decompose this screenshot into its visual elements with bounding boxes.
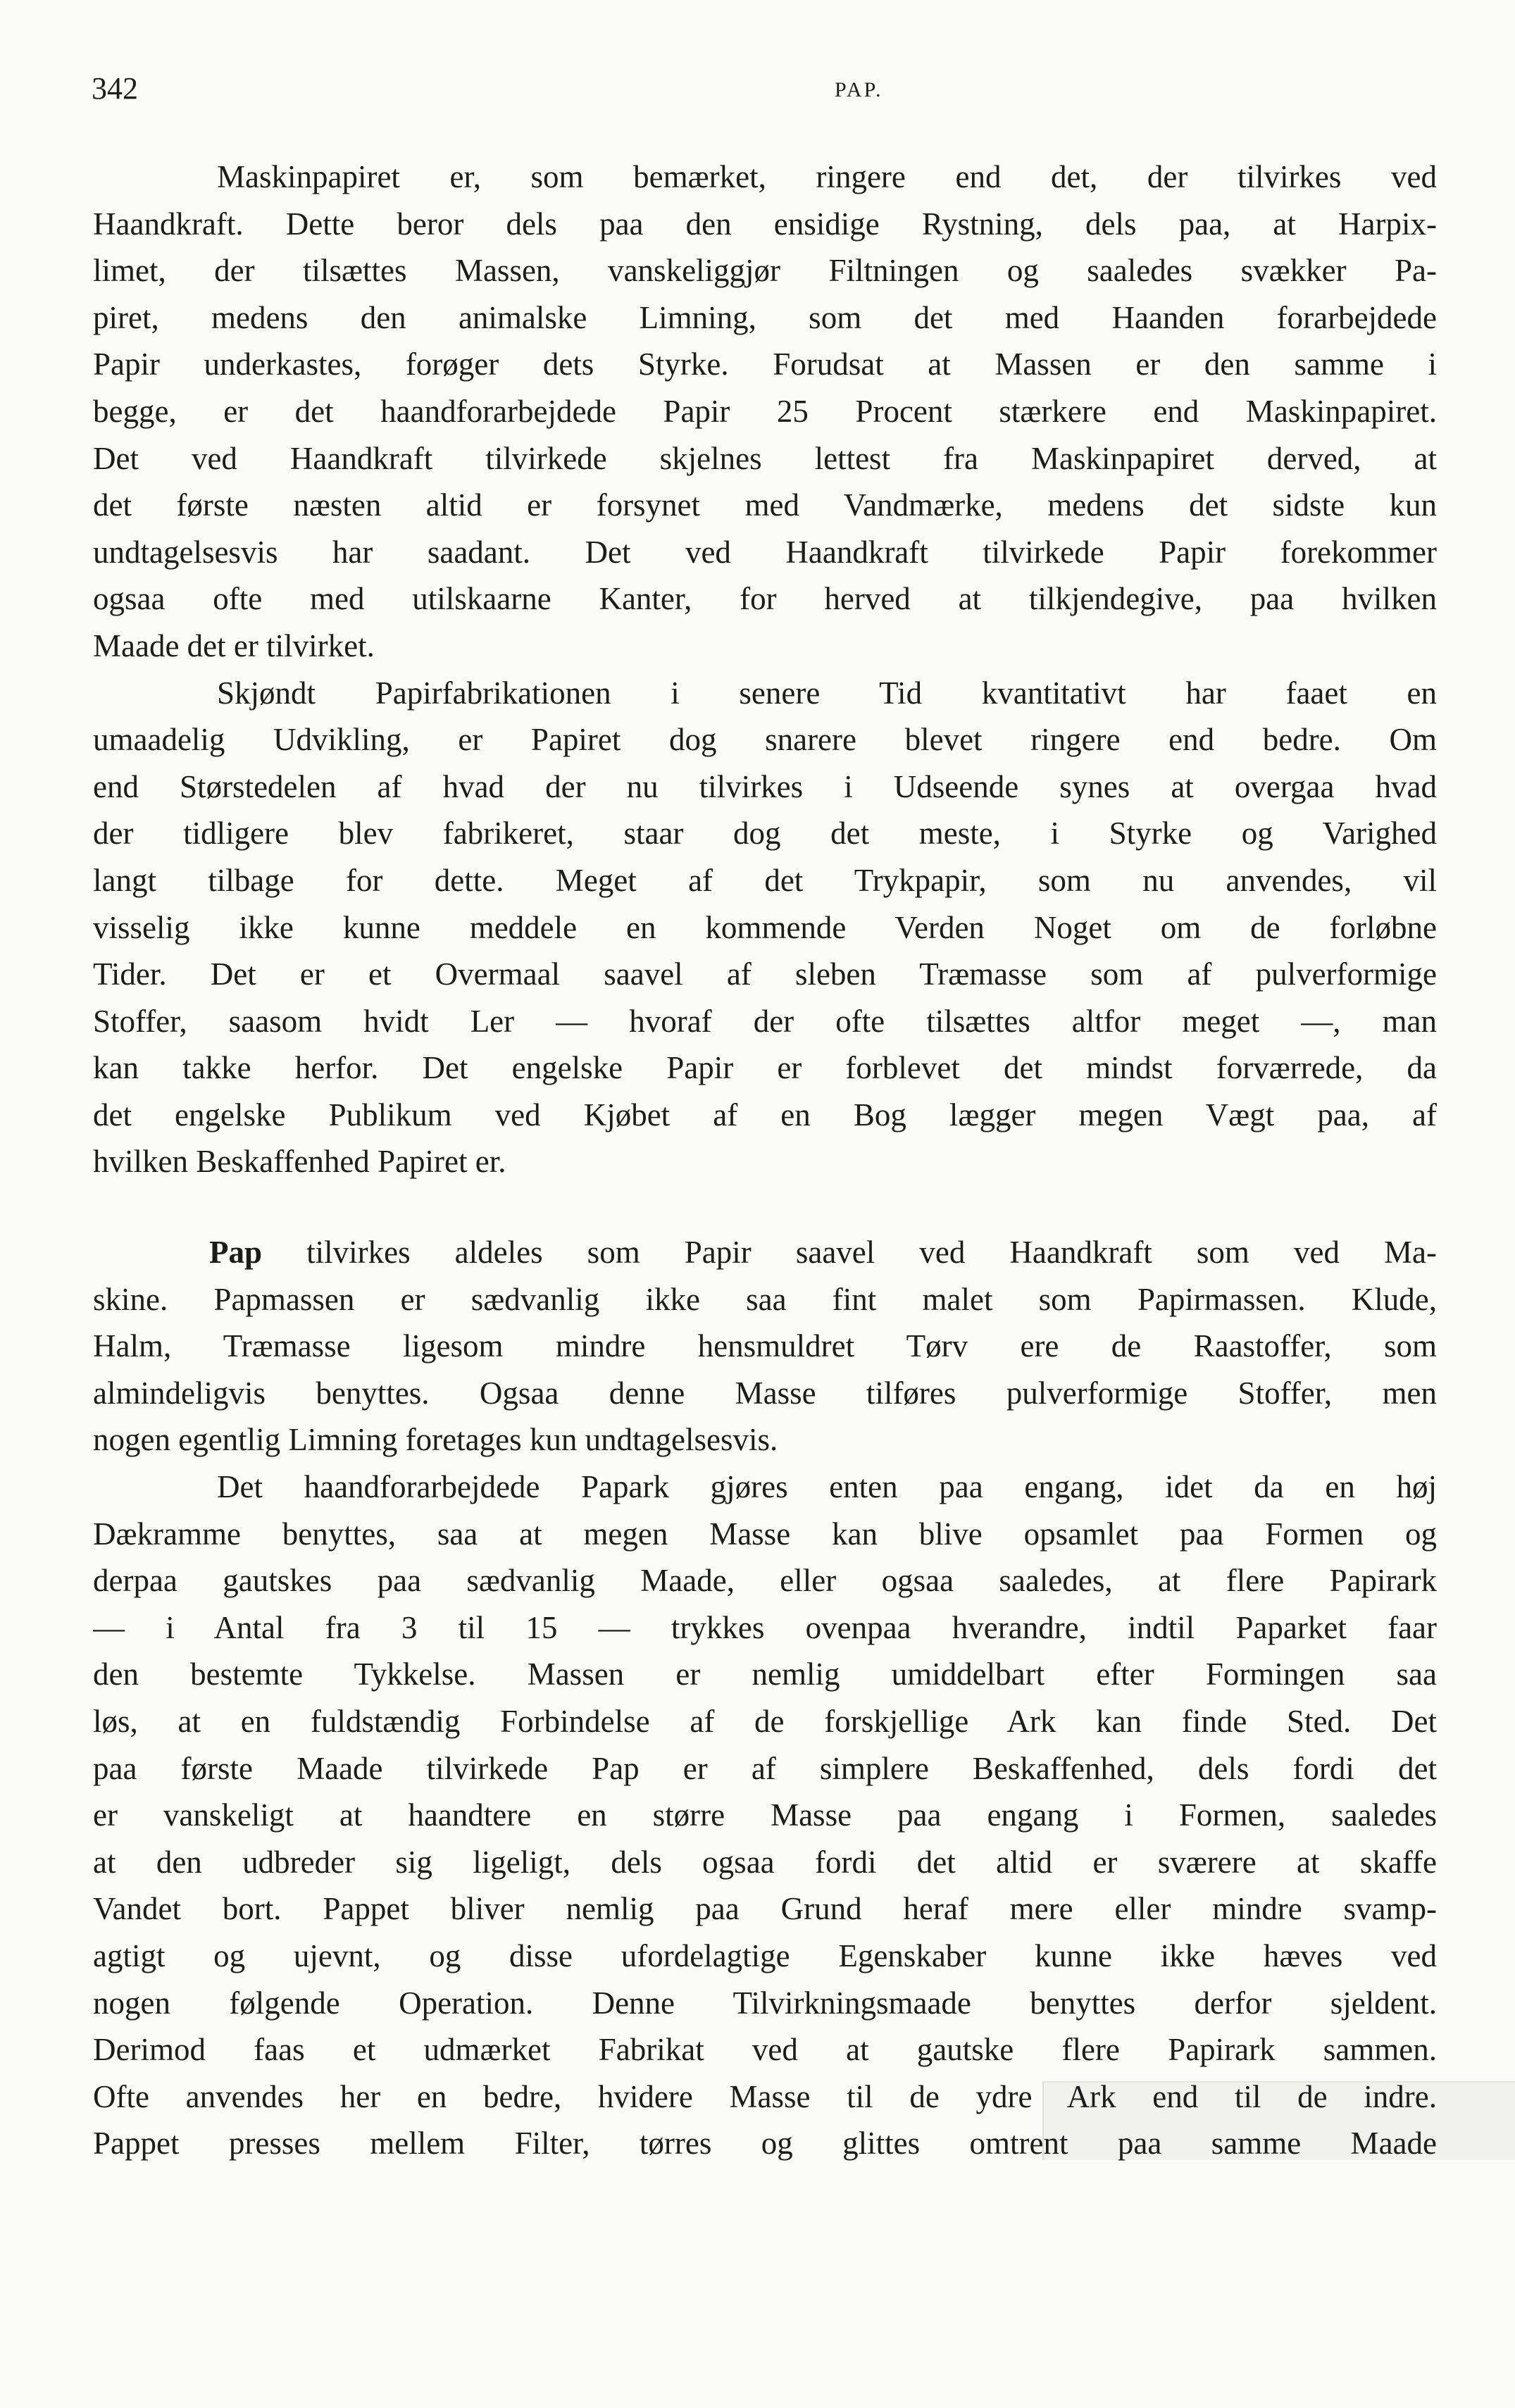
text-line: Derimod faas et udmærket Fabrikat ved at gautske flere Papirark sammen. — [93, 2032, 1437, 2068]
text-line: nogen følgende Operation. Denne Tilvirkningsmaade benyttes derfor sjeldent. — [93, 1985, 1437, 2021]
text-line: langt tilbage for dette. Meget af det Trykpapir, som nu anvendes, vil — [93, 862, 1437, 898]
page-header — [92, 68, 1437, 110]
text-line — [93, 1229, 1437, 1276]
text-line: Tider. Det er et Overmaal saavel af sleben Træmasse som af pulverformige — [93, 956, 1437, 992]
text-line: umaadelig Udvikling, er Papiret dog snarere blevet ringere end bedre. Om — [93, 722, 1437, 758]
text-line: begge, er det haandforarbejdede Papir 25 Procent stærkere end Maskinpapiret. — [93, 393, 1437, 429]
paragraph-3 — [93, 1229, 1437, 1464]
text-line: det første næsten altid er forsynet med Vandmærke, medens det sidste kun — [93, 487, 1437, 523]
paragraph-4 — [93, 1464, 1437, 2167]
section-spacer — [93, 1185, 1437, 1229]
body-text — [93, 154, 1437, 2167]
text-line: Pappet presses mellem Filter, tørres og glittes omtrent paa samme Maade — [93, 2126, 1437, 2161]
paragraph-2 — [93, 670, 1437, 1186]
text-line: at den udbreder sig ligeligt, dels ogsaa fordi det altid er sværere at skaffe — [93, 1844, 1437, 1880]
text-line: Stoffer, saasom hvidt Ler — hvoraf der ofte tilsættes altfor meget —, man — [93, 1003, 1437, 1039]
paragraph-1 — [93, 154, 1437, 670]
text-line: Dækramme benyttes, saa at megen Masse kan blive opsamlet paa Formen og — [93, 1516, 1437, 1552]
page-number: 342 — [92, 71, 138, 106]
text-line: nogen egentlig Limning foretages kun undtagelsesvis. — [93, 1422, 778, 1458]
text-line: hvilken Beskaffenhed Papiret er. — [93, 1144, 506, 1180]
text-line: Ofte anvendes her en bedre, hvidere Masse til de ydre Ark end til de indre. — [93, 2078, 1437, 2114]
text-line: kan takke herfor. Det engelske Papir er forblevet det mindst forværrede, da — [93, 1050, 1437, 1086]
text-line: Vandet bort. Pappet bliver nemlig paa Grund heraf mere eller mindre svamp- — [93, 1891, 1437, 1927]
text-line: visselig ikke kunne meddele en kommende Verden Noget om de forløbne — [93, 909, 1437, 945]
text-line: er vanskeligt at haandtere en større Masse paa engang i Formen, saaledes — [93, 1797, 1437, 1833]
text-line: Halm, Træmasse ligesom mindre hensmuldret Tørv ere de Raastoffer, som — [93, 1328, 1437, 1364]
text-line: — i Antal fra 3 til 15 — trykkes ovenpaa hverandre, indtil Paparket faar — [93, 1609, 1437, 1645]
text-line: Det haandforarbejdede Papark gjøres enten paa engang, idet da en høj — [217, 1469, 1437, 1505]
text-line: limet, der tilsættes Massen, vanskeliggjør Filtningen og saaledes svækker Pa- — [93, 253, 1437, 289]
text-line: Maade det er tilvirket. — [93, 628, 375, 663]
text-line: Skjøndt Papirfabrikationen i senere Tid kvantitativt har faaet en — [217, 675, 1437, 711]
text-line: løs, at en fuldstændig Forbindelse af de forskjellige Ark kan finde Sted. Det — [93, 1704, 1437, 1739]
text-line: Papir underkastes, forøger dets Styrke. Forudsat at Massen er den samme i — [93, 347, 1437, 382]
text-line: undtagelsesvis har saadant. Det ved Haandkraft tilvirkede Papir forekommer — [93, 534, 1437, 570]
text-line: den bestemte Tykkelse. Massen er nemlig umiddelbart efter Formingen saa — [93, 1657, 1437, 1692]
text-line: ogsaa ofte med utilskaarne Kanter, for herved at tilkjendegive, paa hvilken — [93, 581, 1437, 617]
text-line: det engelske Publikum ved Kjøbet af en Bog lægger megen Vægt paa, af — [93, 1097, 1437, 1133]
text-line: piret, medens den animalske Limning, som det med Haanden forarbejdede — [93, 299, 1437, 335]
text-line: Maskinpapiret er, som bemærket, ringere end det, der tilvirkes ved — [217, 159, 1437, 194]
text-line: end Størstedelen af hvad der nu tilvirkes i Udseende synes at overgaa hvad — [93, 768, 1437, 804]
text-line: Det ved Haandkraft tilvirkede skjelnes lettest fra Maskinpapiret derved, at — [93, 440, 1437, 476]
text-line: derpaa gautskes paa sædvanlig Maade, eller ogsaa saaledes, at flere Papirark — [93, 1563, 1437, 1599]
section-heading: Pap — [209, 1235, 263, 1271]
text-line: agtigt og ujevnt, og disse ufordelagtige Egenskaber kunne ikke hæves ved — [93, 1938, 1437, 1973]
text-line: der tidligere blev fabrikeret, staar dog det meste, i Styrke og Varighed — [93, 816, 1437, 851]
text-line: Haandkraft. Dette beror dels paa den ensidige Rystning, dels paa, at Harpix- — [93, 206, 1437, 242]
running-head: PAP. — [835, 78, 883, 101]
text-line-content: tilvirkes aldeles som Papir saavel ved Haandkraft som ved Ma- — [306, 1235, 1437, 1271]
text-line: paa første Maade tilvirkede Pap er af simplere Beskaffenhed, dels fordi det — [93, 1750, 1437, 1786]
text-line: skine. Papmassen er sædvanlig ikke saa fint malet som Papirmassen. Klude, — [93, 1281, 1437, 1317]
text-line: almindeligvis benyttes. Ogsaa denne Masse tilføres pulverformige Stoffer, men — [93, 1375, 1437, 1411]
